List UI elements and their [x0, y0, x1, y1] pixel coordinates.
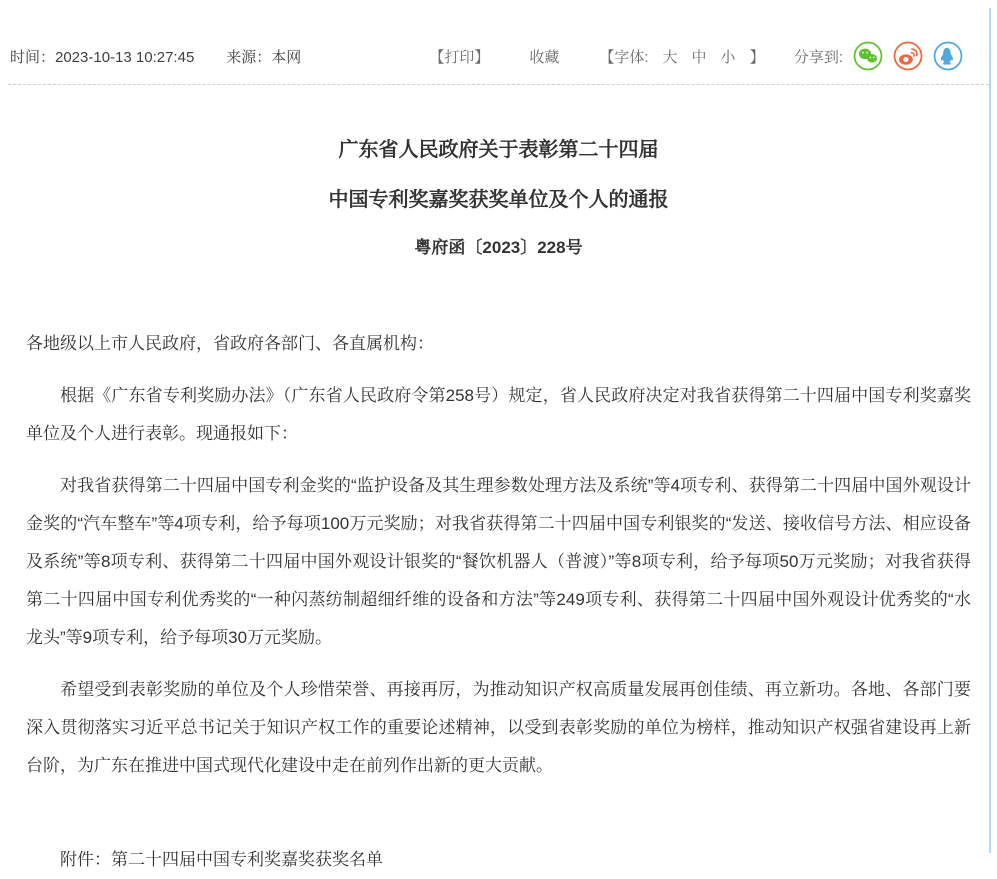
body-paragraph-basis: 根据《广东省专利奖励办法》（广东省人民政府令第258号）规定，省人民政府决定对我省获得第二十四届中国专利奖嘉奖单位及个人进行表彰。现通报如下：: [26, 386, 971, 443]
font-size-medium-button[interactable]: 中: [691, 48, 707, 66]
wechat-share-icon[interactable]: [853, 41, 883, 71]
qq-share-icon[interactable]: [933, 41, 963, 71]
attachment-line: 附件：第二十四届中国专利奖嘉奖获奖名单: [60, 850, 383, 869]
font-size-suffix: 】: [749, 48, 765, 66]
font-size-large-button[interactable]: 大: [662, 48, 678, 66]
salutation-paragraph: 各地级以上市人民政府，省政府各部门、各直属机构：: [26, 334, 434, 353]
favorite-button[interactable]: 收藏: [529, 48, 560, 66]
meta-info: [10, 46, 301, 67]
meta-tools: [429, 46, 764, 67]
article-title-line2: 中国专利奖嘉奖获奖单位及个人的通报: [328, 189, 669, 211]
font-size-control: [599, 46, 764, 67]
share-bar: [794, 41, 963, 71]
document-number: 粤府函〔2023〕228号: [414, 238, 583, 257]
article-title: [26, 125, 971, 225]
meta-bar: [0, 0, 997, 67]
source-label: 来源：本网: [226, 48, 302, 66]
font-size-prefix: 【字体:: [599, 48, 649, 66]
content-right-border: [989, 8, 991, 853]
print-button[interactable]: 【打印】: [429, 48, 490, 66]
publish-time: 时间：2023-10-13 10:27:45: [10, 48, 195, 66]
article-title-line1: 广东省人民政府关于表彰第二十四届: [338, 139, 659, 161]
font-size-small-button[interactable]: 小: [720, 48, 736, 66]
body-paragraph-awards: 对我省获得第二十四届中国专利金奖的“监护设备及其生理参数处理方法及系统”等4项专利、获得第二十四届中国外观设计金奖的“汽车整车”等4项专利，给予每项100万元奖励；对我省获得第二十四届中国专利银奖的“发送、接收信号方法、相应设备及系统”等8项专利、获得第二十四届中国外观设计银奖的“餐饮机器人（普渡）”等8项专利，给予每项50万元奖励；对我省获得第二十四届中国专利优秀奖的“一种闪蒸纺制超细纤维的设备和方法”等249项专利、获得第二十四届中国外观设计优秀奖的“水龙头”等9项专利，给予每项30万元奖励。: [26, 476, 971, 647]
weibo-share-icon[interactable]: [893, 41, 923, 71]
body-paragraph-hope: 希望受到表彰奖励的单位及个人珍惜荣誉、再接再厉，为推动知识产权高质量发展再创佳绩、再立新功。各地、各部门要深入贯彻落实习近平总书记关于知识产权工作的重要论述精神，以受到表彰奖励的单位为榜样，推动知识产权强省建设再上新台阶，为广东在推进中国式现代化建设中走在前列作出新的更大贡献。: [26, 680, 971, 775]
article-body: [0, 85, 997, 879]
share-label: 分享到:: [793, 48, 843, 66]
